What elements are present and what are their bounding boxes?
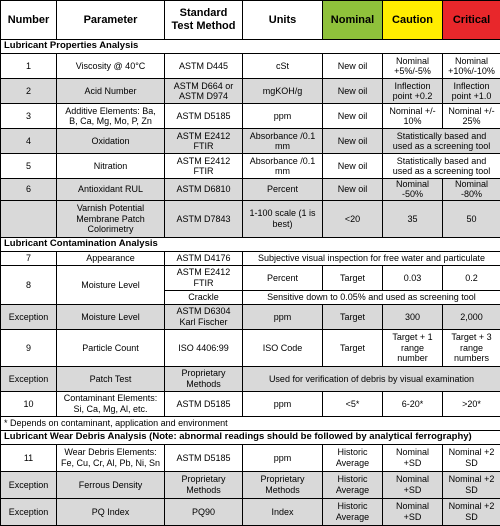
row-nominal: Target bbox=[323, 265, 383, 290]
row-nominal: New oil bbox=[323, 154, 383, 179]
row-units: ppm bbox=[243, 391, 323, 416]
row-parameter: Nitration bbox=[57, 154, 165, 179]
row-parameter: Viscosity @ 40°C bbox=[57, 54, 165, 79]
row-caution: 6-20* bbox=[383, 391, 443, 416]
col-number-header: Number bbox=[1, 1, 57, 40]
row-merged-limits: Subjective visual inspection for free water and particulate bbox=[243, 251, 500, 265]
header-row bbox=[1, 1, 500, 40]
row-number: 5 bbox=[1, 154, 57, 179]
table-row bbox=[1, 366, 500, 391]
row-number: 11 bbox=[1, 444, 57, 471]
row-method: Crackle bbox=[165, 290, 243, 304]
row-parameter: Moisture Level bbox=[57, 265, 165, 304]
row-method: Proprietary Methods bbox=[165, 366, 243, 391]
col-units-header: Units bbox=[243, 1, 323, 40]
row-number: 9 bbox=[1, 329, 57, 366]
row-nominal: New oil bbox=[323, 129, 383, 154]
row-number: 1 bbox=[1, 54, 57, 79]
row-critical: 50 bbox=[443, 200, 500, 237]
row-caution: 35 bbox=[383, 200, 443, 237]
col-method-header: Standard Test Method bbox=[165, 1, 243, 40]
table-row bbox=[1, 471, 500, 498]
row-method: PQ90 bbox=[165, 498, 243, 525]
row-method: ISO 4406:99 bbox=[165, 329, 243, 366]
row-method: Proprietary Methods bbox=[165, 471, 243, 498]
row-method: ASTM D7843 bbox=[165, 200, 243, 237]
row-parameter: Contaminant Elements: Si, Ca, Mg, Al, etc. bbox=[57, 391, 165, 416]
row-method: ASTM D5185 bbox=[165, 391, 243, 416]
row-nominal: Historic Average bbox=[323, 471, 383, 498]
row-caution: Nominal +SD bbox=[383, 471, 443, 498]
row-number: Exception bbox=[1, 366, 57, 391]
table-row bbox=[1, 79, 500, 104]
row-units: Proprietary Methods bbox=[243, 471, 323, 498]
row-critical: 0.2 bbox=[443, 265, 500, 290]
row-method: ASTM E2412 FTIR bbox=[165, 129, 243, 154]
row-method: ASTM E2412 FTIR bbox=[165, 265, 243, 290]
row-parameter: Oxidation bbox=[57, 129, 165, 154]
row-units: ppm bbox=[243, 444, 323, 471]
row-parameter: Particle Count bbox=[57, 329, 165, 366]
row-nominal: New oil bbox=[323, 54, 383, 79]
row-critical: Nominal +10%/-10% bbox=[443, 54, 500, 79]
row-caution: Inflection point +0.2 bbox=[383, 79, 443, 104]
row-units: ISO Code bbox=[243, 329, 323, 366]
row-merged-limits: Statistically based and used as a screening tool bbox=[383, 154, 500, 179]
row-parameter: PQ Index bbox=[57, 498, 165, 525]
row-parameter: Wear Debris Elements: Fe, Cu, Cr, Al, Pb, Ni, Sn bbox=[57, 444, 165, 471]
row-method: ASTM D6304 Karl Fischer bbox=[165, 304, 243, 329]
row-caution: 0.03 bbox=[383, 265, 443, 290]
row-units: Percent bbox=[243, 179, 323, 201]
row-units: Index bbox=[243, 498, 323, 525]
row-critical: Target + 3 range numbers bbox=[443, 329, 500, 366]
row-merged-limits: Sensitive down to 0.05% and used as screening tool bbox=[243, 290, 500, 304]
row-method: ASTM D4176 bbox=[165, 251, 243, 265]
row-number: 2 bbox=[1, 79, 57, 104]
row-method: ASTM D664 or ASTM D974 bbox=[165, 79, 243, 104]
row-caution: Nominal +/- 10% bbox=[383, 104, 443, 129]
row-number: 8 bbox=[1, 265, 57, 304]
row-parameter: Moisture Level bbox=[57, 304, 165, 329]
table-row bbox=[1, 179, 500, 201]
row-units: mgKOH/g bbox=[243, 79, 323, 104]
row-nominal: Historic Average bbox=[323, 444, 383, 471]
row-units: ppm bbox=[243, 304, 323, 329]
row-nominal: Historic Average bbox=[323, 498, 383, 525]
row-units: Absorbance /0.1 mm bbox=[243, 129, 323, 154]
table-row bbox=[1, 129, 500, 154]
row-caution: Nominal +SD bbox=[383, 498, 443, 525]
row-parameter: Acid Number bbox=[57, 79, 165, 104]
row-caution: 300 bbox=[383, 304, 443, 329]
row-nominal: New oil bbox=[323, 104, 383, 129]
table-row bbox=[1, 304, 500, 329]
row-nominal: New oil bbox=[323, 179, 383, 201]
row-caution: Nominal +SD bbox=[383, 444, 443, 471]
table-row bbox=[1, 391, 500, 416]
row-number: 3 bbox=[1, 104, 57, 129]
row-number: 4 bbox=[1, 129, 57, 154]
row-units: Absorbance /0.1 mm bbox=[243, 154, 323, 179]
row-critical: Nominal +2 SD bbox=[443, 444, 500, 471]
row-parameter: Appearance bbox=[57, 251, 165, 265]
row-critical: 2,000 bbox=[443, 304, 500, 329]
row-parameter: Patch Test bbox=[57, 366, 165, 391]
row-merged-limits: Used for verification of debris by visual examination bbox=[243, 366, 500, 391]
row-method: ASTM D5185 bbox=[165, 104, 243, 129]
row-caution: Target + 1 range number bbox=[383, 329, 443, 366]
row-number bbox=[1, 200, 57, 237]
table-row bbox=[1, 54, 500, 79]
table-row bbox=[1, 154, 500, 179]
row-nominal: Target bbox=[323, 329, 383, 366]
table-row bbox=[1, 251, 500, 265]
row-units: 1-100 scale (1 is best) bbox=[243, 200, 323, 237]
row-critical: Nominal -80% bbox=[443, 179, 500, 201]
row-critical: Nominal +2 SD bbox=[443, 498, 500, 525]
col-caution-header: Caution bbox=[383, 1, 443, 40]
row-critical: Inflection point +1.0 bbox=[443, 79, 500, 104]
row-merged-limits: Statistically based and used as a screening tool bbox=[383, 129, 500, 154]
table-row bbox=[1, 104, 500, 129]
row-nominal: Target bbox=[323, 304, 383, 329]
row-units: ppm bbox=[243, 104, 323, 129]
section-wear-debris: Lubricant Wear Debris Analysis (Note: abnormal readings should be followed by analytical ferrography) bbox=[1, 430, 500, 444]
row-caution: Nominal +5%/-5% bbox=[383, 54, 443, 79]
row-nominal: <20 bbox=[323, 200, 383, 237]
row-number: Exception bbox=[1, 498, 57, 525]
row-number: Exception bbox=[1, 471, 57, 498]
footnote: * Depends on contaminant, application and environment bbox=[1, 416, 500, 430]
row-critical: Nominal +2 SD bbox=[443, 471, 500, 498]
row-units: cSt bbox=[243, 54, 323, 79]
row-caution: Nominal -50% bbox=[383, 179, 443, 201]
row-nominal: <5* bbox=[323, 391, 383, 416]
row-parameter: Additive Elements: Ba, B, Ca, Mg, Mo, P, Zn bbox=[57, 104, 165, 129]
row-number: 10 bbox=[1, 391, 57, 416]
col-critical-header: Critical bbox=[443, 1, 500, 40]
row-critical: >20* bbox=[443, 391, 500, 416]
row-number: 6 bbox=[1, 179, 57, 201]
row-nominal: New oil bbox=[323, 79, 383, 104]
table-row bbox=[1, 329, 500, 366]
row-method: ASTM D6810 bbox=[165, 179, 243, 201]
table-row bbox=[1, 444, 500, 471]
row-parameter: Varnish Potential Membrane Patch Colorimetry bbox=[57, 200, 165, 237]
row-critical: Nominal +/- 25% bbox=[443, 104, 500, 129]
table-row bbox=[1, 265, 500, 290]
col-parameter-header: Parameter bbox=[57, 1, 165, 40]
col-nominal-header: Nominal bbox=[323, 1, 383, 40]
section-properties: Lubricant Properties Analysis bbox=[1, 40, 500, 54]
section-contamination: Lubricant Contamination Analysis bbox=[1, 237, 500, 251]
row-parameter: Ferrous Density bbox=[57, 471, 165, 498]
table-row bbox=[1, 200, 500, 237]
row-method: ASTM D445 bbox=[165, 54, 243, 79]
row-number: Exception bbox=[1, 304, 57, 329]
row-number: 7 bbox=[1, 251, 57, 265]
row-parameter: Antioxidant RUL bbox=[57, 179, 165, 201]
row-method: ASTM D5185 bbox=[165, 444, 243, 471]
row-method: ASTM E2412 FTIR bbox=[165, 154, 243, 179]
table-row bbox=[1, 498, 500, 525]
row-units: Percent bbox=[243, 265, 323, 290]
